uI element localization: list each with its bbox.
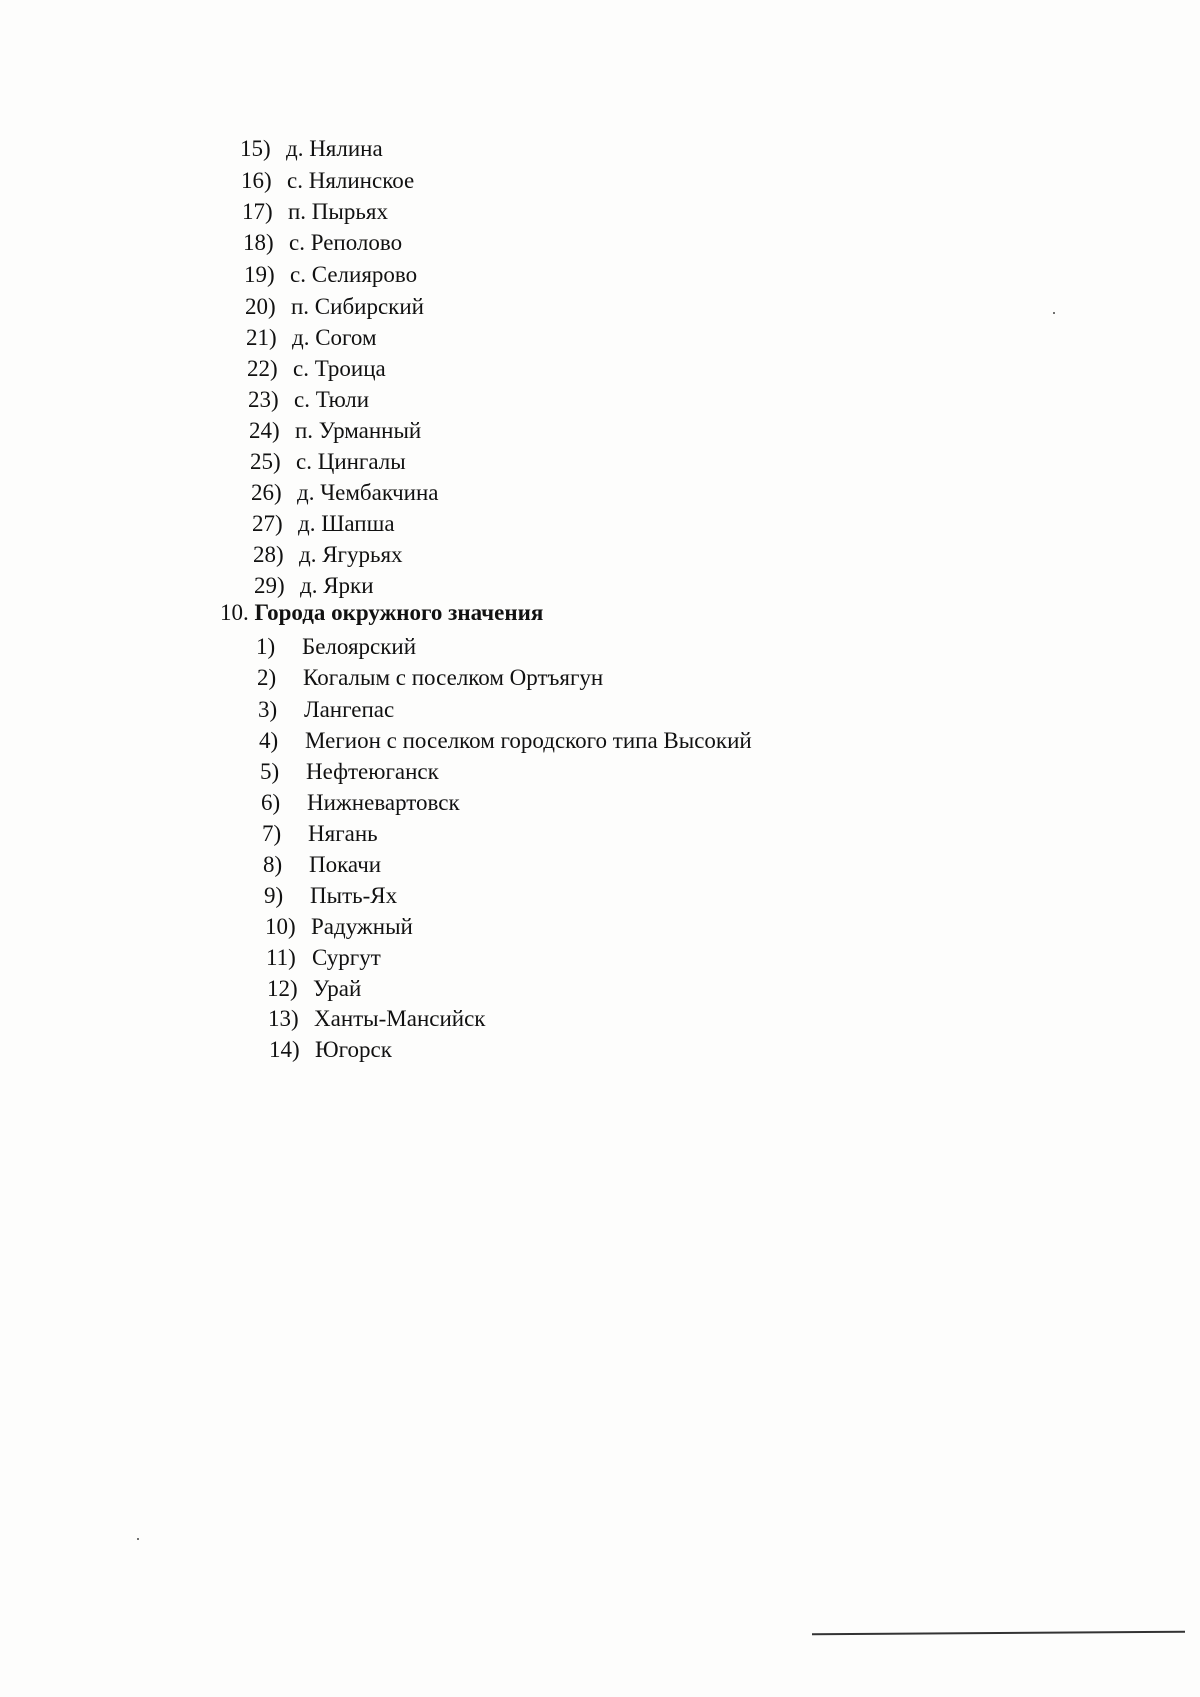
- item-text: д. Ярки: [300, 573, 374, 598]
- item-text: Лангепас: [304, 697, 395, 722]
- list-item: [253, 541, 403, 569]
- list-item: [258, 696, 394, 724]
- item-number: 1): [256, 634, 276, 659]
- scan-speck: [137, 1538, 139, 1540]
- list-item: [250, 448, 406, 476]
- list-item: [260, 758, 439, 786]
- item-number: 13): [268, 1006, 299, 1031]
- item-text: с. Селиярово: [290, 262, 418, 287]
- item-number: 26): [251, 480, 282, 505]
- item-text: с. Реполово: [289, 230, 403, 255]
- list-item: [245, 293, 424, 321]
- item-text: Нягань: [308, 821, 378, 846]
- item-number: 17): [242, 199, 273, 224]
- item-text: Нижневартовск: [307, 790, 460, 815]
- item-text: Белоярский: [302, 634, 417, 659]
- item-number: 19): [244, 262, 275, 287]
- list-item: [256, 633, 416, 661]
- item-number: 25): [250, 449, 281, 474]
- item-number: 12): [267, 976, 298, 1001]
- item-number: 27): [252, 511, 283, 536]
- section-number: 10.: [220, 600, 249, 625]
- item-text: с. Тюли: [294, 387, 370, 412]
- scan-speck: [1053, 312, 1055, 314]
- item-text: Когалым с поселком Ортъягун: [303, 665, 604, 690]
- item-number: 23): [248, 387, 279, 412]
- item-number: 9): [264, 883, 284, 908]
- item-text: п. Пырьях: [288, 199, 388, 224]
- section-heading: [220, 599, 543, 627]
- list-item: [257, 664, 603, 692]
- item-text: Пыть-Ях: [310, 883, 398, 908]
- section-title: Города окружного значения: [254, 600, 544, 625]
- list-item: [242, 198, 388, 226]
- item-number: 29): [254, 573, 285, 598]
- footer-rule-line: [812, 1631, 1185, 1636]
- item-number: 20): [245, 294, 276, 319]
- item-text: Нефтеюганск: [306, 759, 439, 784]
- list-item: [264, 882, 397, 910]
- item-number: 24): [249, 418, 280, 443]
- list-item: [268, 1005, 485, 1033]
- item-text: Мегион с поселком городского типа Высокий: [305, 728, 752, 753]
- list-item: [252, 510, 395, 538]
- list-item: [247, 355, 386, 383]
- item-number: 10): [265, 914, 296, 939]
- item-number: 3): [258, 697, 278, 722]
- item-number: 2): [257, 665, 277, 690]
- item-number: 4): [259, 728, 279, 753]
- item-text: с. Троица: [293, 356, 386, 381]
- list-item: [262, 820, 378, 848]
- item-number: 15): [240, 136, 271, 161]
- list-item: [259, 727, 752, 755]
- item-text: д. Согом: [292, 325, 377, 350]
- item-text: Ханты-Мансийск: [314, 1006, 486, 1031]
- list-item: [249, 417, 421, 445]
- item-text: д. Чембакчина: [297, 480, 439, 505]
- list-item: [244, 261, 417, 289]
- item-text: с. Нялинское: [287, 168, 415, 193]
- list-item: [263, 851, 381, 879]
- list-item: [241, 167, 414, 195]
- item-number: 18): [243, 230, 274, 255]
- list-item: [246, 324, 377, 352]
- item-text: д. Нялина: [286, 136, 383, 161]
- item-text: Урай: [313, 976, 362, 1001]
- item-text: Покачи: [309, 852, 382, 877]
- item-number: 16): [241, 168, 272, 193]
- item-text: д. Шапша: [298, 511, 395, 536]
- item-number: 21): [246, 325, 277, 350]
- item-text: п. Урманный: [295, 418, 422, 443]
- item-text: с. Цингалы: [296, 449, 406, 474]
- item-number: 22): [247, 356, 278, 381]
- list-item: [248, 386, 369, 414]
- list-item: [240, 135, 383, 163]
- item-number: 11): [266, 945, 296, 970]
- list-item: [267, 975, 361, 1003]
- item-number: 5): [260, 759, 280, 784]
- list-item: [265, 913, 413, 941]
- item-number: 8): [263, 852, 283, 877]
- list-item: [251, 479, 439, 507]
- item-number: 28): [253, 542, 284, 567]
- item-text: Сургут: [312, 945, 381, 970]
- item-text: д. Ягурьях: [299, 542, 403, 567]
- item-text: Югорск: [315, 1037, 392, 1062]
- item-number: 7): [262, 821, 282, 846]
- item-text: п. Сибирский: [291, 294, 424, 319]
- list-item: [261, 789, 460, 817]
- list-item: [243, 229, 402, 257]
- list-item: [269, 1036, 392, 1064]
- item-number: 6): [261, 790, 281, 815]
- list-item: [266, 944, 381, 972]
- item-text: Радужный: [311, 914, 413, 939]
- item-number: 14): [269, 1037, 300, 1062]
- list-item: [254, 572, 374, 600]
